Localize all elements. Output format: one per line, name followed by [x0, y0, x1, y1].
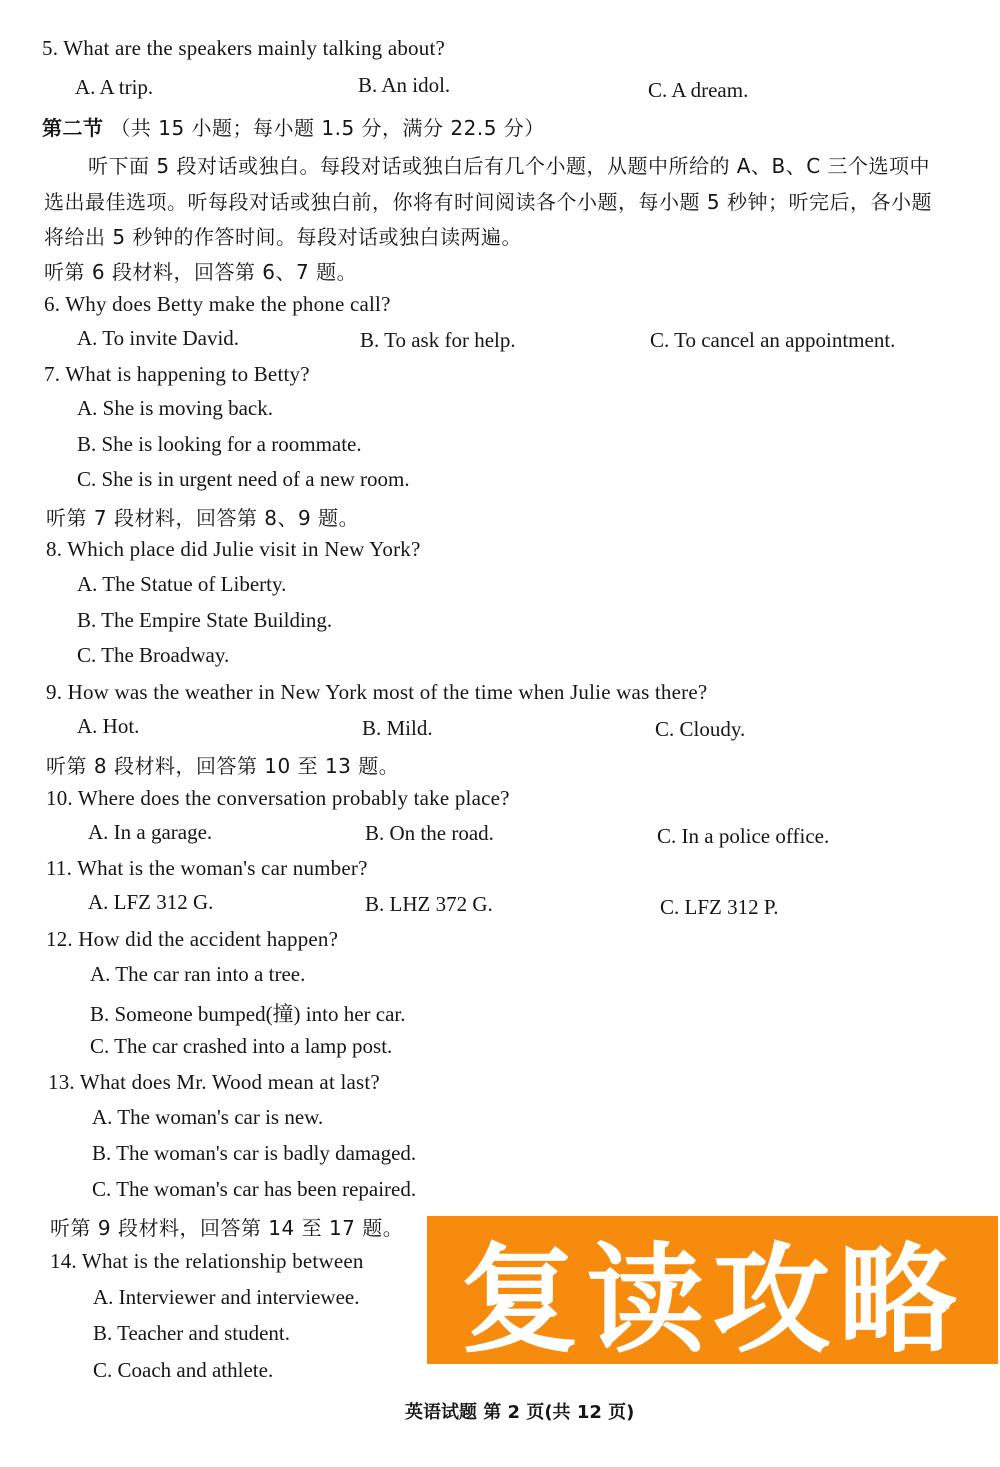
question-9: 9. How was the weather in New York most of the time when Julie was there?	[46, 680, 708, 704]
instructions-line-1: 听下面 5 段对话或独白。每段对话或独白后有几个小题，从题中所给的 A、B、C 三个选项中	[88, 154, 931, 178]
q12-option-a: A. The car ran into a tree.	[90, 962, 306, 986]
material-8-label: 听第 8 段材料，回答第 10 至 13 题。	[46, 754, 400, 778]
q7-option-b: B. She is looking for a roommate.	[77, 432, 362, 456]
q8-option-c: C. The Broadway.	[77, 643, 230, 667]
q7-option-c: C. She is in urgent need of a new room.	[77, 467, 410, 491]
material-6-label: 听第 6 段材料，回答第 6、7 题。	[44, 260, 358, 284]
q8-option-b: B. The Empire State Building.	[77, 608, 333, 632]
q9-option-a: A. Hot.	[77, 714, 140, 738]
watermark-text: 复读攻略	[460, 1231, 965, 1369]
question-8: 8. Which place did Julie visit in New York?	[46, 537, 421, 561]
q14-option-a: A. Interviewer and interviewee.	[93, 1285, 360, 1309]
q5-option-c: C. A dream.	[648, 78, 749, 102]
q13-option-b: B. The woman's car is badly damaged.	[92, 1141, 417, 1165]
q11-option-b: B. LHZ 372 G.	[365, 892, 493, 916]
question-5: 5. What are the speakers mainly talking about?	[42, 36, 446, 60]
q14-option-c: C. Coach and athlete.	[93, 1358, 274, 1382]
q13-option-c: C. The woman's car has been repaired.	[92, 1177, 417, 1201]
q7-option-a: A. She is moving back.	[77, 396, 273, 420]
question-6: 6. Why does Betty make the phone call?	[44, 292, 391, 316]
watermark-banner	[427, 1216, 998, 1369]
q13-option-a: A. The woman's car is new.	[92, 1105, 324, 1129]
section-scoring: （共 15 小题；每小题 1.5 分，满分 22.5 分）	[110, 116, 545, 140]
question-11: 11. What is the woman's car number?	[46, 856, 368, 880]
question-10: 10. Where does the conversation probably take place?	[46, 786, 510, 810]
question-13: 13. What does Mr. Wood mean at last?	[48, 1070, 380, 1094]
instructions-line-2: 选出最佳选项。听每段对话或独白前，你将有时间阅读各个小题，每小题 5 秒钟；听完后，各小题	[44, 190, 932, 214]
question-7: 7. What is happening to Betty?	[44, 362, 310, 386]
q10-option-b: B. On the road.	[365, 821, 494, 845]
q11-option-c: C. LFZ 312 P.	[660, 895, 779, 919]
page-footer: 英语试题 第 2 页(共 12 页)	[405, 1402, 635, 1423]
q5-option-a: A. A trip.	[75, 75, 154, 99]
q5-option-b: B. An idol.	[358, 73, 451, 97]
q9-option-b: B. Mild.	[362, 716, 433, 740]
q8-option-a: A. The Statue of Liberty.	[77, 572, 287, 596]
q6-option-b: B. To ask for help.	[360, 328, 516, 352]
instructions-line-3: 将给出 5 秒钟的作答时间。每段对话或独白读两遍。	[44, 225, 522, 249]
q6-option-a: A. To invite David.	[77, 326, 240, 350]
q10-option-a: A. In a garage.	[88, 820, 213, 844]
question-14: 14. What is the relationship between	[50, 1249, 364, 1273]
section-title: 第二节	[42, 116, 104, 140]
q14-option-b: B. Teacher and student.	[93, 1321, 290, 1345]
section-header	[42, 112, 545, 141]
material-9-label: 听第 9 段材料，回答第 14 至 17 题。	[50, 1216, 404, 1240]
q11-option-a: A. LFZ 312 G.	[88, 890, 214, 914]
question-12: 12. How did the accident happen?	[46, 927, 339, 951]
q10-option-c: C. In a police office.	[657, 824, 830, 848]
q9-option-c: C. Cloudy.	[655, 717, 746, 741]
q12-option-b: B. Someone bumped(撞) into her car.	[90, 1002, 406, 1026]
q12-option-c: C. The car crashed into a lamp post.	[90, 1034, 393, 1058]
q6-option-c: C. To cancel an appointment.	[650, 328, 896, 352]
material-7-label: 听第 7 段材料，回答第 8、9 题。	[46, 506, 360, 530]
